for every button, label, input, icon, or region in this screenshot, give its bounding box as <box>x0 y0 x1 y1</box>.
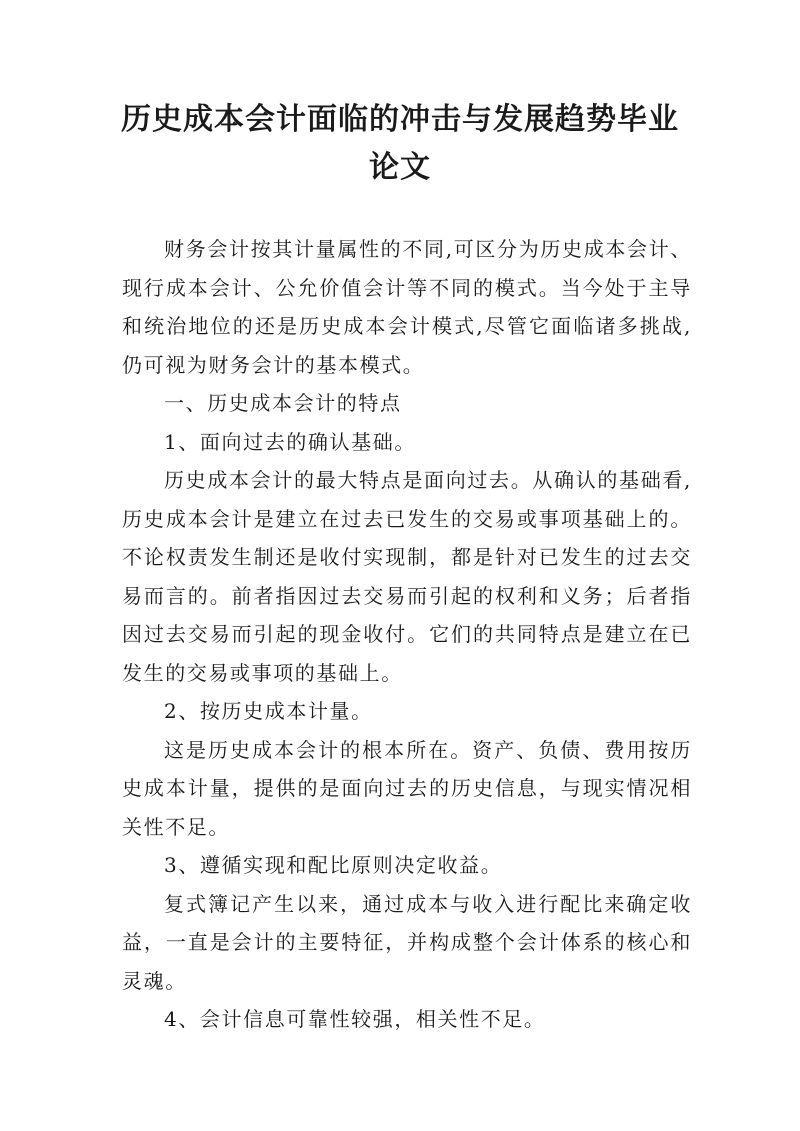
subheading-4: 4、会计信息可靠性较强，相关性不足。 <box>164 1007 546 1031</box>
subheading-3: 3、遵循实现和配比原则决定收益。 <box>164 853 503 877</box>
subheading-2: 2、按历史成本计量。 <box>164 699 373 723</box>
section-heading-1: 一、历史成本会计的特点 <box>164 391 402 415</box>
document-body <box>122 230 692 1039</box>
paragraph-intro: 财务会计按其计量属性的不同,可区分为历史成本会计、现行成本会计、公允价值会计等不同的模式。当今处于主导和统治地位的还是历史成本会计模式,尽管它面临诸多挑战,仍可视为财务会计的基本模式。 <box>122 237 692 377</box>
paragraph-2: 这是历史成本会计的根本所在。资产、负债、费用按历史成本计量，提供的是面向过去的历史信息，与现实情况相关性不足。 <box>122 737 692 839</box>
title-line-1: 历史成本会计面临的冲击与发展趋势毕业 <box>121 102 679 137</box>
paragraph-3: 复式簿记产生以来，通过成本与收入进行配比来确定收益，一直是会计的主要特征，并构成整个会计体系的核心和灵魂。 <box>122 891 692 993</box>
document-title <box>120 96 680 192</box>
subheading-1: 1、面向过去的确认基础。 <box>164 429 416 454</box>
paragraph-1: 历史成本会计的最大特点是面向过去。从确认的基础看,历史成本会计是建立在过去已发生的交易或事项基础上的。不论权责发生制还是收付实现制，都是针对已发生的过去交易而言的。前者指因过去交易而引起的权利和义务；后者指因过去交易而引起的现金收付。它们的共同特点是建立在已发生的交易或事项的基础上。 <box>122 468 692 685</box>
title-line-2: 论文 <box>369 150 431 185</box>
